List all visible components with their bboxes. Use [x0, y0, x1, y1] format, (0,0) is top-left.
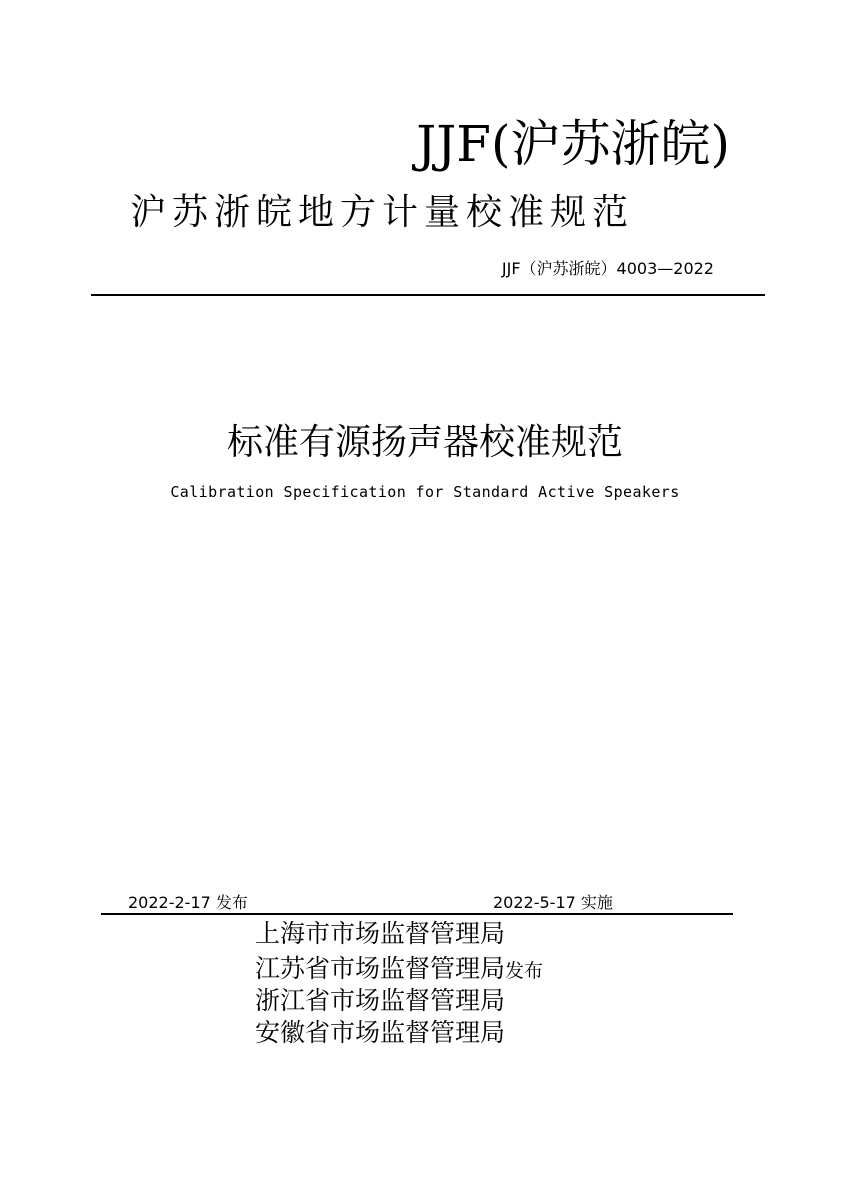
publish-date: 2022-2-17 发布: [128, 893, 248, 912]
issuer-zhejiang: 浙江省市场监督管理局: [255, 986, 506, 1015]
header-divider: [91, 294, 765, 296]
implement-date: 2022-5-17 实施: [493, 893, 613, 912]
issuer-jiangsu: 江苏省市场监督管理局: [255, 954, 506, 983]
issuer-shanghai: 上海市市场监督管理局: [255, 919, 506, 948]
specification-category: 沪苏浙皖地方计量校准规范: [130, 192, 635, 233]
standard-number: JJF（沪苏浙皖）4003—2022: [501, 259, 714, 278]
jjf-mark: JJF(沪苏浙皖): [416, 115, 730, 173]
issuer-jiangsu-line: [255, 952, 543, 988]
document-title-english: Calibration Specification for Standard Active Speakers: [170, 483, 680, 501]
document-title: 标准有源扬声器校准规范: [226, 422, 623, 463]
issuer-anhui: 安徽省市场监督管理局: [255, 1018, 506, 1047]
issue-verb: 发布: [505, 960, 544, 982]
footer-divider: [101, 913, 733, 915]
